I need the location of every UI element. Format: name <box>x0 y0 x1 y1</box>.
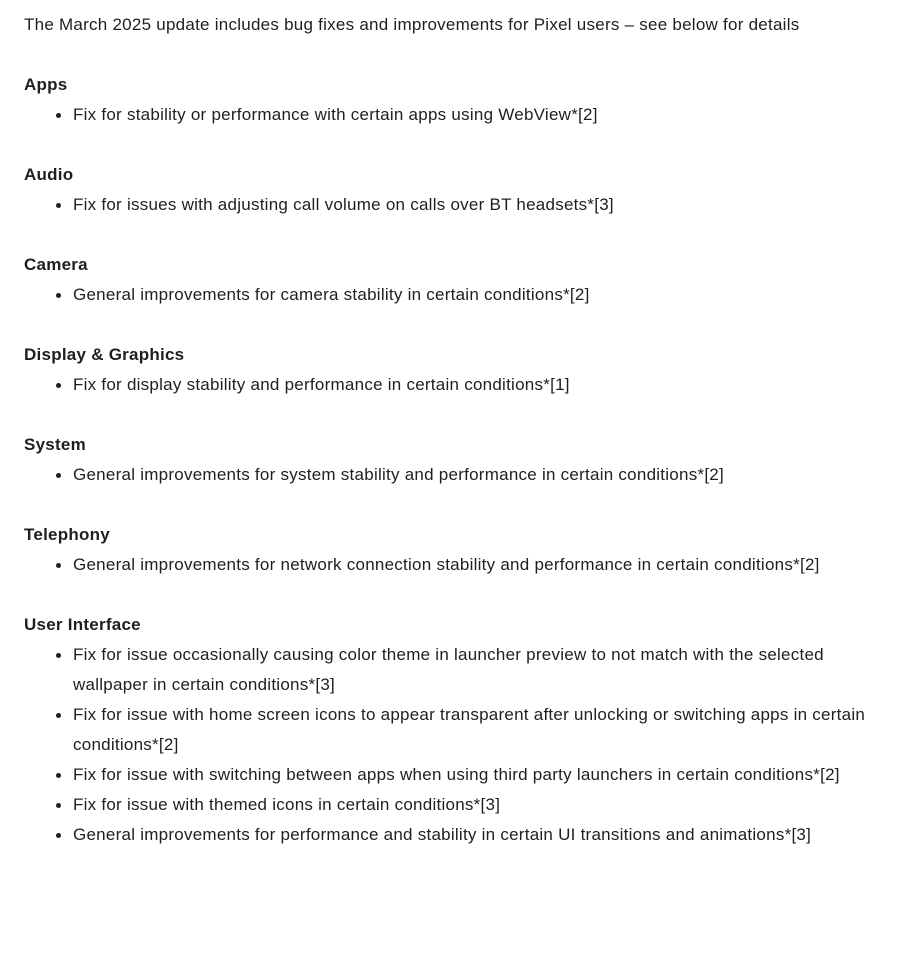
bullet-icon <box>56 713 61 718</box>
section-title: Telephony <box>24 525 110 544</box>
section-items <box>24 550 878 580</box>
sections-container <box>24 70 878 850</box>
bullet-text: General improvements for performance and stability in certain UI transitions and animations*[3] <box>73 825 812 844</box>
bullet-icon <box>56 773 61 778</box>
update-section <box>24 340 878 400</box>
bullet-icon <box>56 473 61 478</box>
update-section <box>24 520 878 580</box>
bullet-icon <box>56 293 61 298</box>
section-title: Apps <box>24 75 68 94</box>
bullet-icon <box>56 203 61 208</box>
section-items <box>24 280 878 310</box>
bullet-item <box>73 550 878 580</box>
bullet-text: Fix for stability or performance with certain apps using WebView*[2] <box>73 105 598 124</box>
section-items <box>24 190 878 220</box>
section-title: User Interface <box>24 615 141 634</box>
bullet-icon <box>56 383 61 388</box>
section-items <box>24 100 878 130</box>
bullet-text: Fix for issue with switching between apps when using third party launchers in certain conditions*[2] <box>73 765 840 784</box>
bullet-icon <box>56 803 61 808</box>
bullet-text: Fix for issue with themed icons in certain conditions*[3] <box>73 795 501 814</box>
bullet-text: Fix for issues with adjusting call volume on calls over BT headsets*[3] <box>73 195 614 214</box>
bullet-item <box>73 190 878 220</box>
section-items <box>24 370 878 400</box>
bullet-icon <box>56 833 61 838</box>
section-title: Audio <box>24 165 74 184</box>
update-section <box>24 70 878 130</box>
bullet-item <box>73 760 878 790</box>
bullet-text: General improvements for camera stability in certain conditions*[2] <box>73 285 590 304</box>
bullet-icon <box>56 113 61 118</box>
section-title: System <box>24 435 86 454</box>
bullet-text: General improvements for system stability and performance in certain conditions*[2] <box>73 465 724 484</box>
bullet-item <box>73 700 878 760</box>
bullet-text: Fix for display stability and performance in certain conditions*[1] <box>73 375 570 394</box>
bullet-item <box>73 460 878 490</box>
bullet-icon <box>56 653 61 658</box>
bullet-item <box>73 280 878 310</box>
update-section <box>24 250 878 310</box>
section-items <box>24 460 878 490</box>
bullet-item <box>73 790 878 820</box>
intro-paragraph: The March 2025 update includes bug fixes and improvements for Pixel users – see below for details <box>24 15 800 34</box>
bullet-item <box>73 100 878 130</box>
section-title: Display & Graphics <box>24 345 185 364</box>
bullet-item <box>73 370 878 400</box>
update-section <box>24 610 878 850</box>
section-title: Camera <box>24 255 88 274</box>
update-section <box>24 430 878 490</box>
bullet-item <box>73 820 878 850</box>
bullet-text: General improvements for network connection stability and performance in certain conditions*[2] <box>73 555 820 574</box>
bullet-item <box>73 640 878 700</box>
bullet-icon <box>56 563 61 568</box>
section-items <box>24 640 878 850</box>
update-section <box>24 160 878 220</box>
bullet-text: Fix for issue occasionally causing color theme in launcher preview to not match with the selected wallpaper in certain conditions*[3] <box>73 645 824 694</box>
bullet-text: Fix for issue with home screen icons to appear transparent after unlocking or switching apps in certain conditions*[2] <box>73 705 866 754</box>
